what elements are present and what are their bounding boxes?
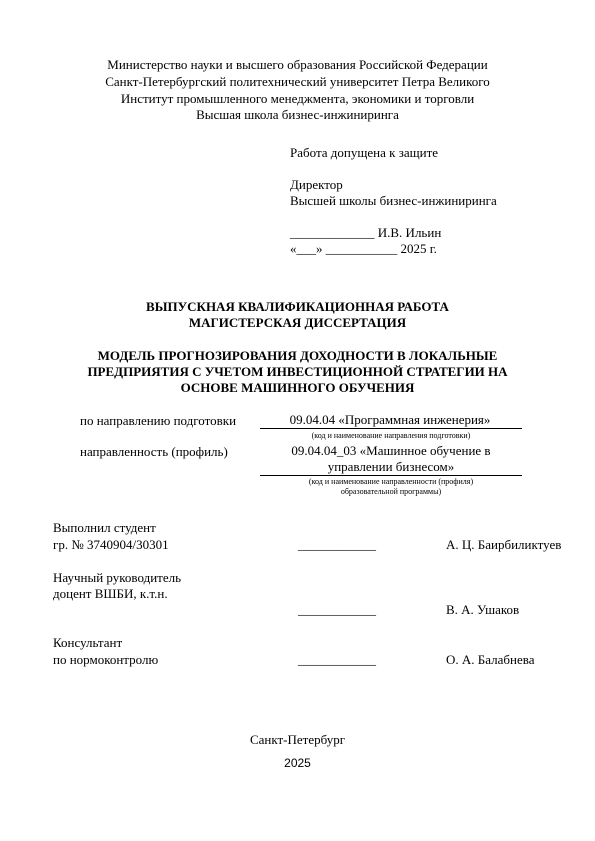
approval-date-line: «___» ___________ 2025 г. [290,241,437,256]
institute-line: Институт промышленного менеджмента, экономики и торговли [120,91,475,106]
direction-hint: (код и наименование направления подготовки) [311,431,471,440]
footer-city: Санкт-Петербург [249,732,346,747]
profile-underline [260,475,522,476]
consultant-role: Консультант [53,635,123,650]
admitted-text: Работа допущена к защите [290,145,439,160]
direction-value: 09.04.04 «Программная инженерия» [289,412,491,427]
university-line: Санкт-Петербургский политехнический университет Петра Великого [105,74,490,89]
profile-hint-line2: образовательной программы) [340,487,442,496]
direction-underline [260,428,522,429]
profile-value-line1: 09.04.04_03 «Машинное обучение в [291,443,491,458]
advisor-role: Научный руководитель [53,570,182,585]
work-type-line1: ВЫПУСКНАЯ КВАЛИФИКАЦИОННАЯ РАБОТА [146,299,449,314]
advisor-name: В. А. Ушаков [446,602,520,617]
student-name: А. Ц. Баирбиликтуев [446,537,562,552]
footer-year: 2025 [284,756,311,770]
director-signature-line: _____________ И.В. Ильин [290,225,442,240]
ministry-line: Министерство науки и высшего образования Российской Федерации [107,57,488,72]
work-type-line2: МАГИСТЕРСКАЯ ДИССЕРТАЦИЯ [188,315,407,330]
profile-hint-line1: (код и наименование направленности (профиля) [308,477,474,486]
work-title-line1: МОДЕЛЬ ПРОГНОЗИРОВАНИЯ ДОХОДНОСТИ В ЛОКАЛЬНЫЕ [97,348,498,363]
director-position: Директор [290,177,343,192]
student-role: Выполнил студент [53,520,156,535]
director-organization: Высшей школы бизнес-инжиниринга [290,193,497,208]
work-title-line2: ПРЕДПРИЯТИЯ С УЧЕТОМ ИНВЕСТИЦИОННОЙ СТРАТЕГИИ НА [87,364,508,379]
direction-label: по направлению подготовки [80,413,237,428]
student-group: гр. № 3740904/30301 [53,537,169,552]
advisor-signature-line: ____________ [298,602,376,617]
student-signature-line: ____________ [298,537,376,552]
consultant-area: по нормоконтролю [53,652,159,667]
profile-label: направленность (профиль) [80,444,228,459]
profile-value-line2: управлении бизнесом» [327,459,455,474]
consultant-name: О. А. Балабнева [446,652,535,667]
school-line: Высшая школа бизнес-инжиниринга [196,107,399,122]
advisor-position: доцент ВШБИ, к.т.н. [53,586,168,601]
work-title-line3: ОСНОВЕ МАШИННОГО ОБУЧЕНИЯ [180,380,415,395]
consultant-signature-line: ____________ [298,652,376,667]
